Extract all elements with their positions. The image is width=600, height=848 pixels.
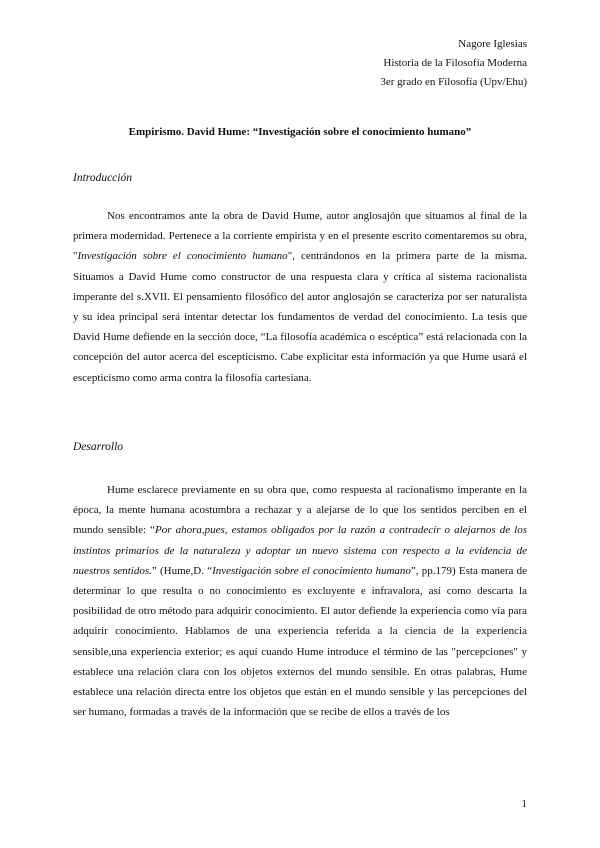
development-heading: Desarrollo <box>73 441 124 453</box>
course-name: Historia de la Filosofía Moderna <box>383 57 527 69</box>
dev-work-title: Investigación sobre el conocimiento humano <box>212 564 411 577</box>
grade-info: 3er grado en Filosofía (Upv/Ehu) <box>380 76 527 88</box>
introduction-paragraph <box>73 206 527 388</box>
dev-text-part1: Hume esclarece previamente en su obra que, como respuesta al racionalismo imperante en la época, la mente humana acostumbra a rechazar y a alejarse de lo que los sentidos perciben en el mundo sensible: “ <box>73 484 527 537</box>
document-header <box>380 35 527 92</box>
dev-text-part3: ”, pp.179) Esta manera de determinar lo que resulta o no conocimiento es excluyente e infravalora, así como descarta la posibilidad de otro método para adquirir conocimiento. El autor defiende la experiencia como vía para adquirir conocimiento. Hablamos de una experiencia referida a la ciencia de la experiencia sensible,una experiencia exterior; es aquí cuando Hume introduce el término de las "percepciones" y establece una relación clara con los objetos externos del mundo sensible. En otras palabras, Hume establece una relación directa entre los objetos que están en el mundo sensible y las percepciones del ser humano, formadas a través de la información que se recibe de ellos a través de los <box>73 564 528 719</box>
dev-quote: Por ahora,pues, estamos obligados por la razón a contradecir o alejarnos de los instintos primarios de la naturaleza y adoptar un nuevo sistema con respecto a la evidencia de nuestros sentidos. <box>73 524 527 577</box>
intro-text-part2: ", centrándonos en la primera parte de la misma. Situamos a David Hume como constructor de una respuesta clara y crítica al sistema racionalista imperante del s.XVII. El pensamiento filosófico del autor anglosajón se caracteriza por ser naturalista y su idea principal será intentar detectar los fundamentos de verdad del conocimiento. La tesis que David Hume defiende en la sección doce, “La filosofía académica o escéptica” está relacionada con la concepción del autor acerca del escepticismo. Cabe explicitar esta información ya que Hume usará el escepticismo como arma contra la filosofía cartesiana. <box>73 250 527 384</box>
development-paragraph <box>73 480 527 722</box>
dev-text-part2: ” (Hume,D. “ <box>151 564 213 577</box>
intro-work-title: Investigación sobre el conocimiento humano <box>77 250 288 263</box>
intro-text-part1: Nos encontramos ante la obra de David Hume, autor anglosajón que situamos al final de la primera modernidad. Pertenece a la corriente empirista y en el presente escrito comentaremos su obra, " <box>73 210 527 263</box>
introduction-heading: Introducción <box>73 172 132 184</box>
author-name: Nagore Iglesias <box>458 38 527 50</box>
document-title: Empirismo. David Hume: “Investigación sobre el conocimiento humano” <box>128 126 472 138</box>
page-number: 1 <box>521 798 527 810</box>
